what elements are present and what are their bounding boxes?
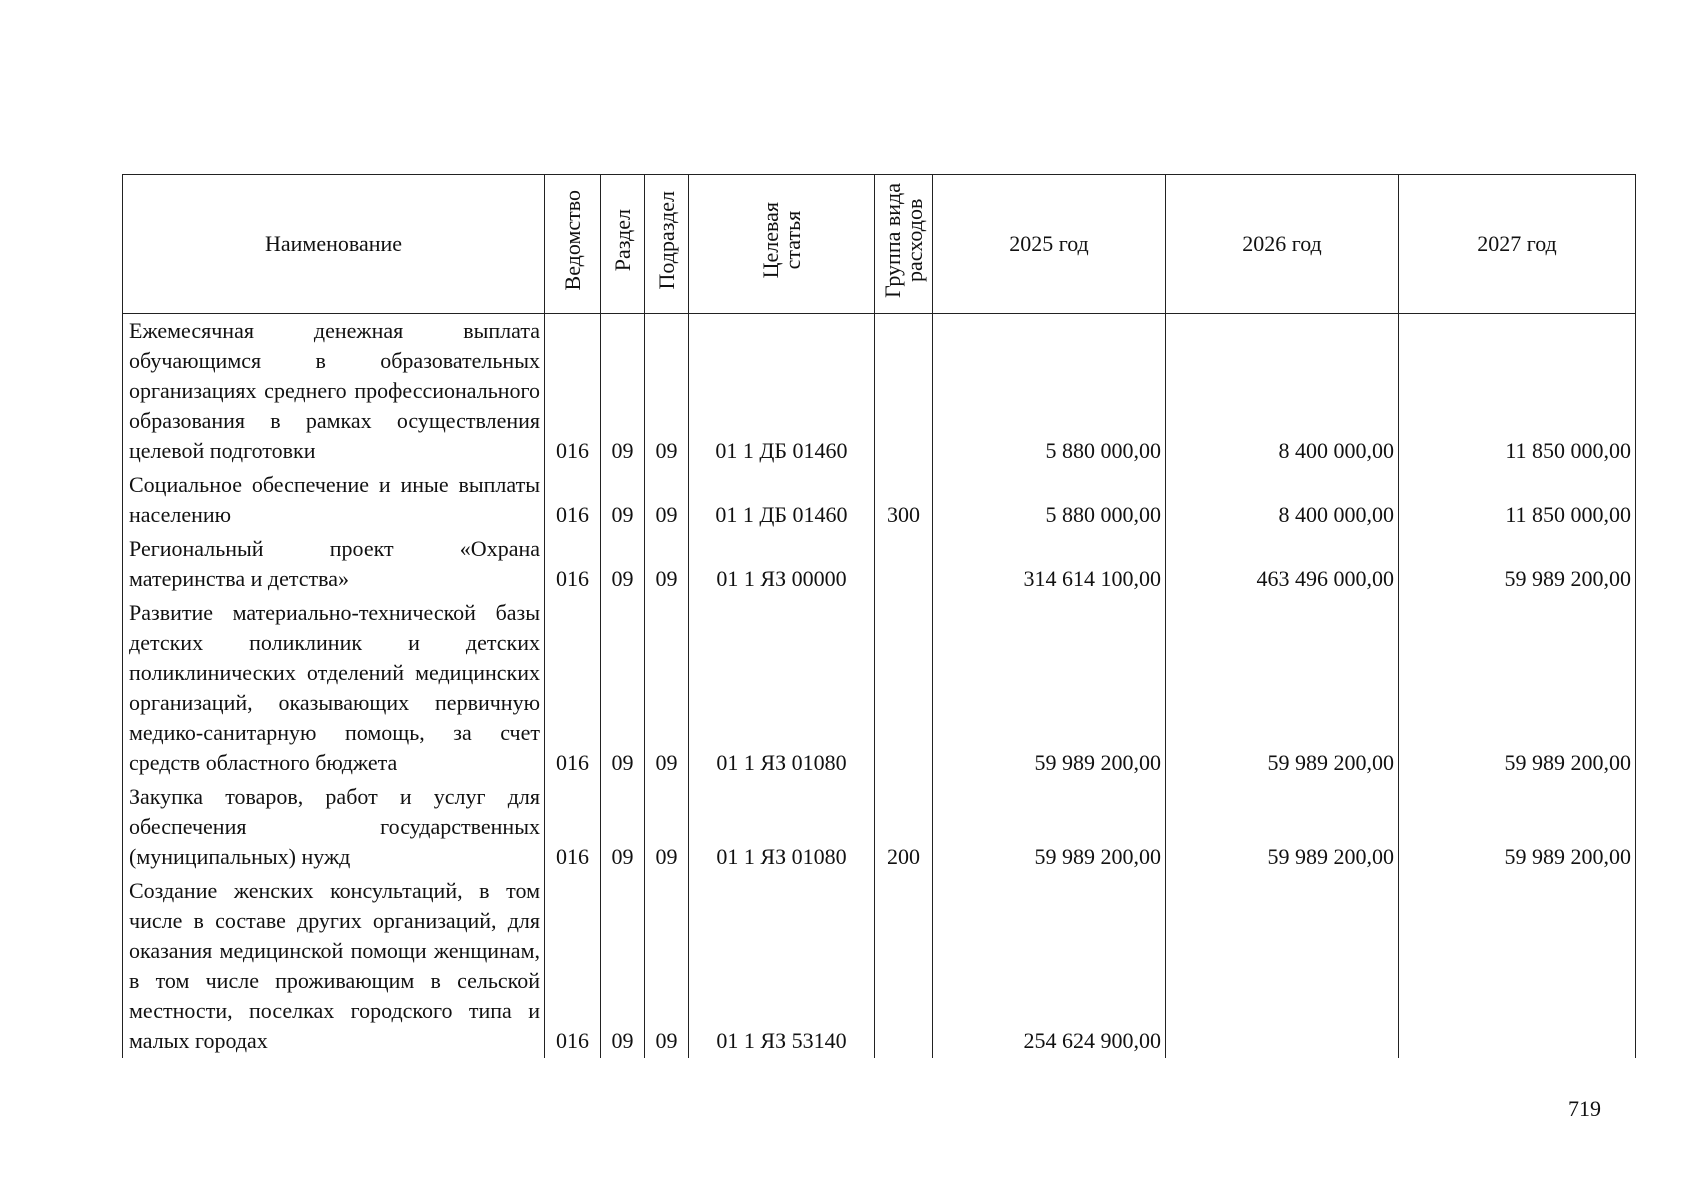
row-amount-2026 — [1166, 874, 1399, 1058]
header-target-article-line-1: Целевая — [757, 201, 783, 279]
header-year-2025: 2025 год — [933, 175, 1166, 314]
row-subsection: 09 — [645, 532, 689, 596]
row-name: Развитие материально-технической базы детских поликлиник и детских поликлинических отделений медицинских организаций, оказывающих первичную медико-санитарную помощь, за счет средств областного бюджета — [123, 596, 545, 780]
row-amount-2026: 8 400 000,00 — [1166, 314, 1399, 469]
table-row — [123, 780, 1636, 874]
table-row — [123, 532, 1636, 596]
header-expense-group-line-2: расходов — [901, 198, 927, 282]
header-year-2026: 2026 год — [1166, 175, 1399, 314]
header-expense-group-line-1: Группа вида — [879, 182, 905, 298]
row-section: 09 — [601, 780, 645, 874]
row-department: 016 — [545, 874, 601, 1058]
header-expense-group — [875, 175, 933, 314]
row-amount-2026: 59 989 200,00 — [1166, 780, 1399, 874]
table-row — [123, 314, 1636, 469]
header-section — [601, 175, 645, 314]
row-subsection: 09 — [645, 596, 689, 780]
row-subsection: 09 — [645, 468, 689, 532]
row-section: 09 — [601, 468, 645, 532]
row-section: 09 — [601, 532, 645, 596]
row-amount-2027: 11 850 000,00 — [1399, 314, 1636, 469]
row-expense-group: 200 — [875, 780, 933, 874]
row-amount-2026: 463 496 000,00 — [1166, 532, 1399, 596]
header-subsection-label: Подраздел — [653, 190, 679, 290]
row-target-article: 01 1 ЯЗ 53140 — [689, 874, 875, 1058]
row-department: 016 — [545, 314, 601, 469]
row-subsection: 09 — [645, 780, 689, 874]
row-department: 016 — [545, 468, 601, 532]
row-target-article: 01 1 ЯЗ 01080 — [689, 780, 875, 874]
header-target-article-label — [757, 201, 805, 279]
page-number: 719 — [1568, 1096, 1601, 1121]
header-section-label: Раздел — [609, 208, 635, 272]
row-name: Социальное обеспечение и иные выплаты населению — [123, 468, 545, 532]
table-row — [123, 468, 1636, 532]
row-target-article: 01 1 ЯЗ 01080 — [689, 596, 875, 780]
header-target-article — [689, 175, 875, 314]
row-amount-2026: 8 400 000,00 — [1166, 468, 1399, 532]
row-expense-group: 300 — [875, 468, 933, 532]
header-expense-group-label — [879, 182, 927, 298]
row-expense-group — [875, 532, 933, 596]
budget-table — [122, 174, 1636, 1058]
row-amount-2025: 59 989 200,00 — [933, 596, 1166, 780]
row-name: Закупка товаров, работ и услуг для обеспечения государственных (муниципальных) нужд — [123, 780, 545, 874]
budget-sheet — [122, 174, 1636, 1058]
header-department-label: Ведомство — [559, 189, 585, 291]
table-row — [123, 874, 1636, 1058]
row-section: 09 — [601, 874, 645, 1058]
row-name: Создание женских консультаций, в том числе в составе других организаций, для оказания медицинской помощи женщинам, в том числе проживающим в сельской местности, поселках городского типа и малых городах — [123, 874, 545, 1058]
header-year-2027: 2027 год — [1399, 175, 1636, 314]
row-expense-group — [875, 596, 933, 780]
row-amount-2026: 59 989 200,00 — [1166, 596, 1399, 780]
row-department: 016 — [545, 780, 601, 874]
row-subsection: 09 — [645, 874, 689, 1058]
row-section: 09 — [601, 314, 645, 469]
row-amount-2027: 59 989 200,00 — [1399, 780, 1636, 874]
row-amount-2027: 11 850 000,00 — [1399, 468, 1636, 532]
row-amount-2025: 5 880 000,00 — [933, 468, 1166, 532]
row-expense-group — [875, 874, 933, 1058]
row-amount-2025: 314 614 100,00 — [933, 532, 1166, 596]
row-target-article: 01 1 ДБ 01460 — [689, 314, 875, 469]
row-amount-2025: 254 624 900,00 — [933, 874, 1166, 1058]
row-name: Региональный проект «Охрана материнства и детства» — [123, 532, 545, 596]
row-department: 016 — [545, 532, 601, 596]
row-target-article: 01 1 ЯЗ 00000 — [689, 532, 875, 596]
row-amount-2025: 59 989 200,00 — [933, 780, 1166, 874]
row-amount-2027: 59 989 200,00 — [1399, 532, 1636, 596]
row-amount-2027: 59 989 200,00 — [1399, 596, 1636, 780]
row-section: 09 — [601, 596, 645, 780]
row-expense-group — [875, 314, 933, 469]
row-target-article: 01 1 ДБ 01460 — [689, 468, 875, 532]
row-name: Ежемесячная денежная выплата обучающимся в образовательных организациях среднего профессионального образования в рамках осуществления целевой подготовки — [123, 314, 545, 469]
row-amount-2027 — [1399, 874, 1636, 1058]
header-subsection — [645, 175, 689, 314]
header-row — [123, 175, 1636, 314]
header-name: Наименование — [123, 175, 545, 314]
header-department — [545, 175, 601, 314]
row-amount-2025: 5 880 000,00 — [933, 314, 1166, 469]
row-department: 016 — [545, 596, 601, 780]
header-target-article-line-2: статья — [779, 210, 805, 270]
table-row — [123, 596, 1636, 780]
row-subsection: 09 — [645, 314, 689, 469]
